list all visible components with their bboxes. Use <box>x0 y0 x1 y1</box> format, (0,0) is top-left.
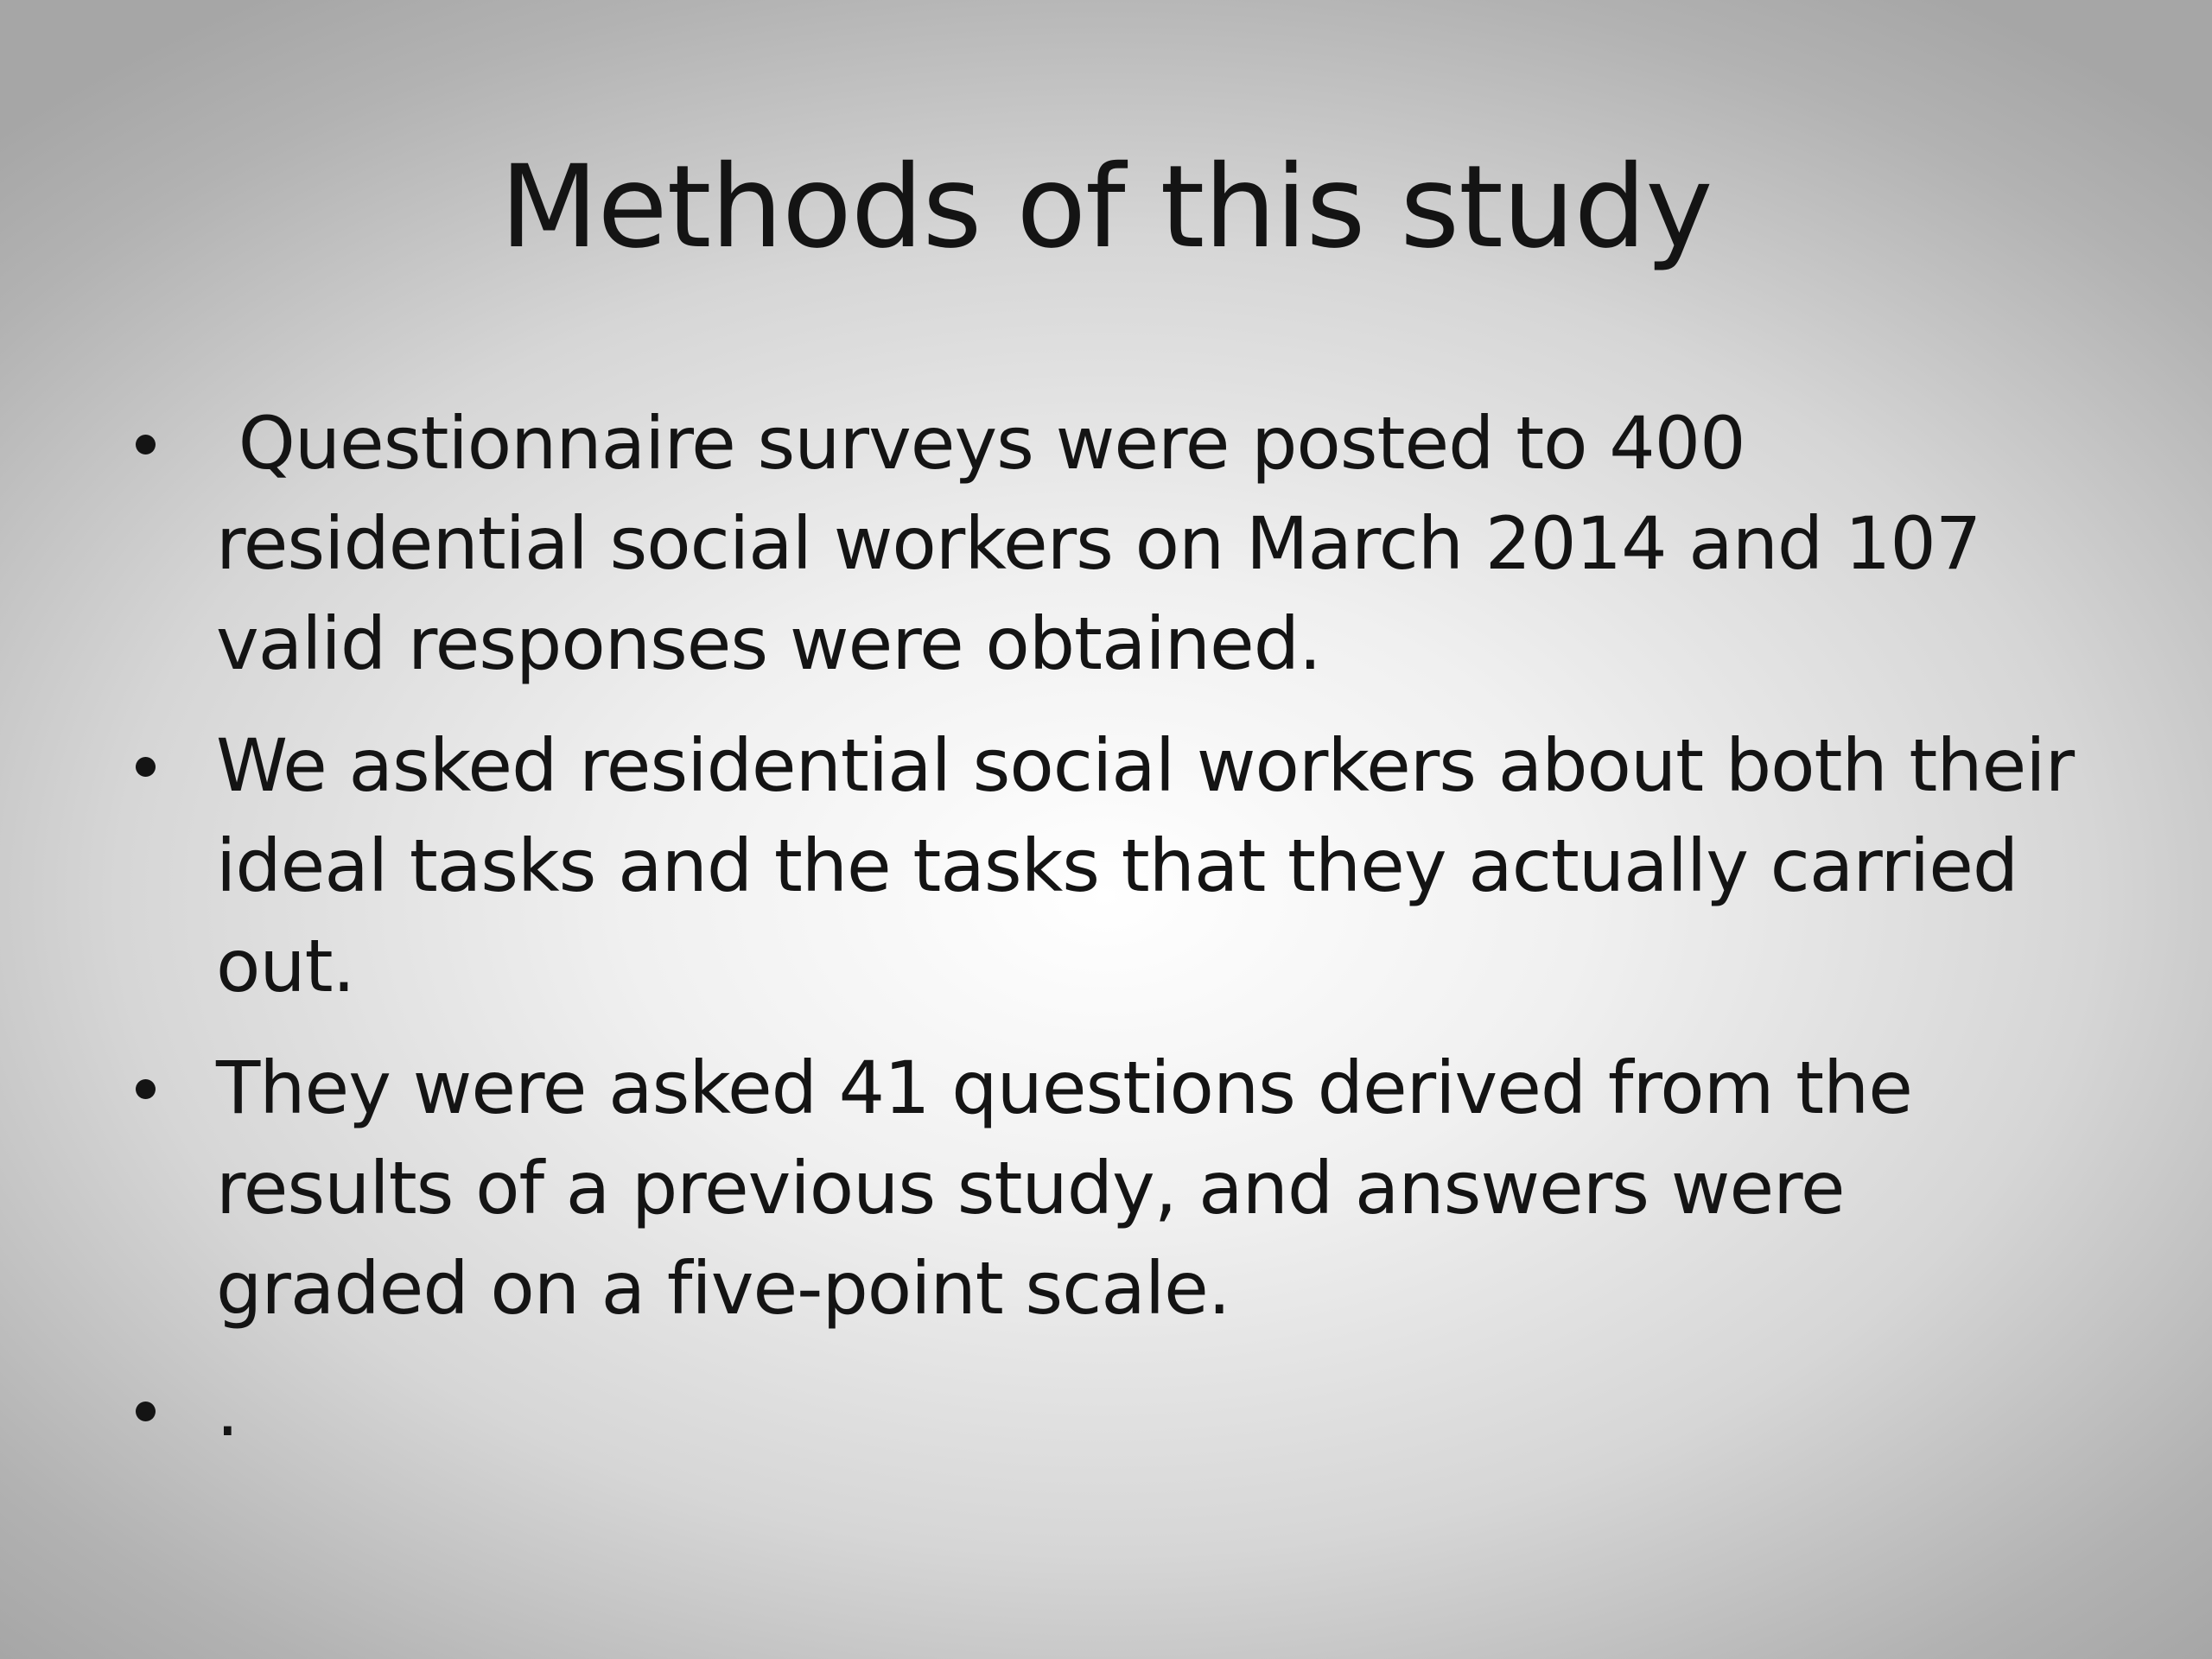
bullet-point-icon <box>136 1402 156 1421</box>
bullet-point-icon <box>136 435 156 454</box>
bullet-text: They were asked 41 questions derived from the results of a previous study, and answers were graded on a five-point scale. <box>216 1046 1912 1331</box>
bullet-text: We asked residential social workers about both their ideal tasks and the tasks that they actually carried out. <box>216 723 2075 1008</box>
bullet-item <box>0 393 2100 694</box>
bullet-item <box>0 1038 2100 1338</box>
slide-title: Methods of this study <box>499 141 1713 274</box>
bullet-item <box>0 715 2100 1016</box>
bullet-point-icon <box>136 757 156 777</box>
bullet-text: Questionnaire surveys were posted to 400 residential social workers on March 2014 and 107 valid responses were obtained. <box>216 401 2003 686</box>
bullet-point-icon <box>136 1079 156 1099</box>
bullet-text: . <box>216 1368 238 1452</box>
bullet-item <box>0 1360 2100 1460</box>
bullet-list <box>0 393 2212 1482</box>
